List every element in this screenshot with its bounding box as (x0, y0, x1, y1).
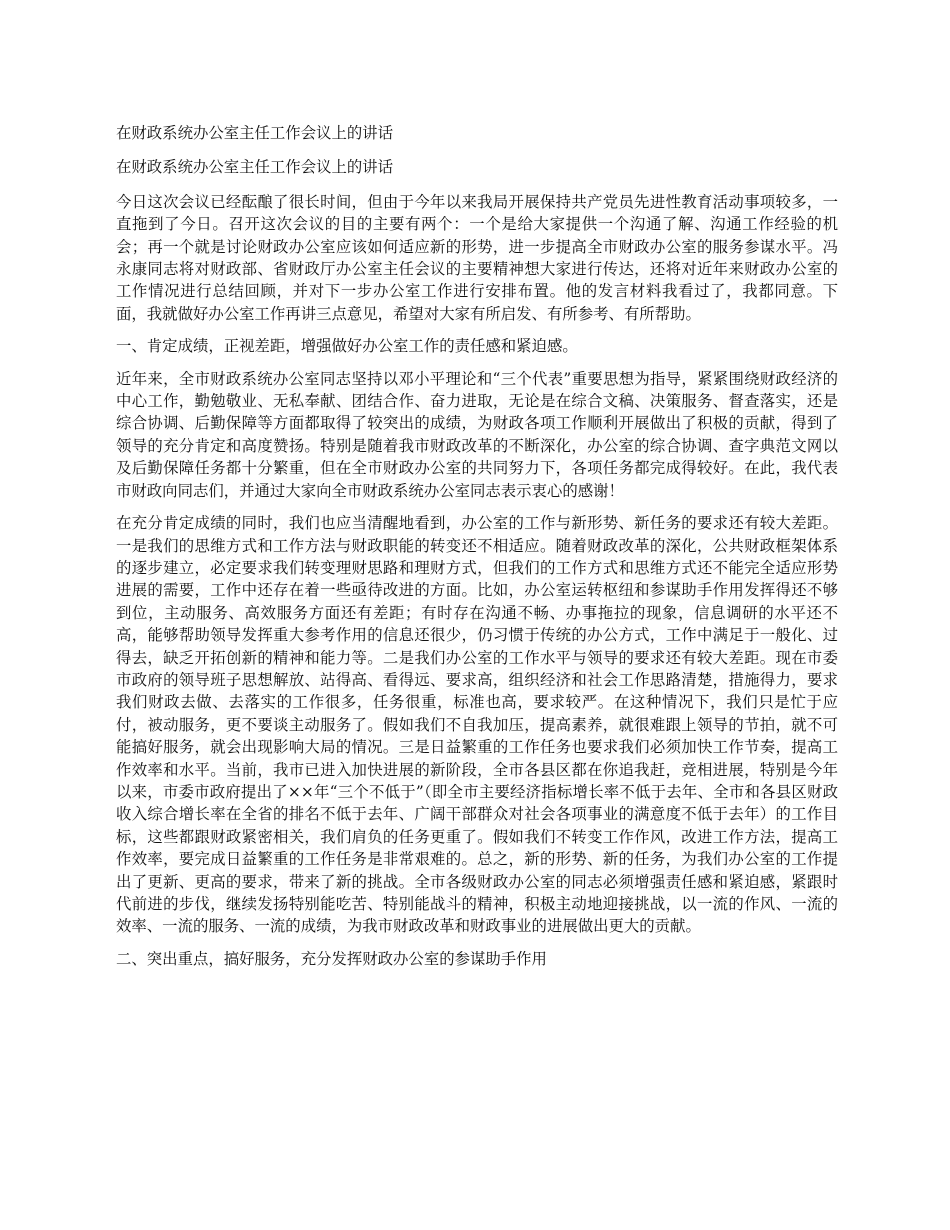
document-title: 在财政系统办公室主任工作会议上的讲话 (116, 124, 394, 142)
paragraph-achievements: 近年来，全市财政系统办公室同志坚持以邓小平理论和“三个代表”重要思想为指导，紧紧围绕财政经济的中心工作，勤勉敬业、无私奉献、团结合作、奋力进取，无论是在综合文稿、决策服务、督查落实，还是综合协调、后勤保障等方面都取得了较突出的成绩，为财政各项工作顺利开展做出了积极的贡献，得到了领导的充分肯定和高度赞扬。特别是随着我市财政改革的不断深化，办公室的综合协调、查字典范文网以及后勤保障任务都十分繁重，但在全市财政办公室的共同努力下，各项任务都完成得较好。在此，我代表市财政向同志们，并通过大家向全市财政系统办公室同志表示衷心的感谢！ (116, 369, 838, 500)
document-page (116, 122, 838, 980)
paragraph-gaps: 在充分肯定成绩的同时，我们也应当清醒地看到，办公室的工作与新形势、新任务的要求还有较大差距。一是我们的思维方式和工作方法与财政职能的转变还不相适应。随着财政改革的深化，公共财政框架体系的逐步建立，必定要求我们转变理财思路和理财方式，但我们的工作方式和思维方式还不能完全适应形势进展的需要，工作中还存在着一些亟待改进的方面。比如，办公室运转枢纽和参谋助手作用发挥得还不够到位，主动服务、高效服务方面还有差距；有时存在沟通不畅、办事拖拉的现象，信息调研的水平还不高，能够帮助领导发挥重大参考作用的信息还很少，仍习惯于传统的办公方式，工作中满足于一般化、过得去，缺乏开拓创新的精神和能力等。二是我们办公室的工作水平与领导的要求还有较大差距。现在市委市政府的领导班子思想解放、站得高、看得远、要求高，组织经济和社会工作思路清楚，措施得力，要求我们财政去做、去落实的工作很多，任务很重，标准也高，要求较严。在这种情况下，我们只是忙于应付，被动服务，更不要谈主动服务了。假如我们不自我加压，提高素养，就很难跟上领导的节拍，就不可能搞好服务，就会出现影响大局的情况。三是日益繁重的工作任务也要求我们必须加快工作节奏，提高工作效率和水平。当前，我市已进入加快进展的新阶段，全市各县区都在你追我赶，竞相进展，特别是今年以来，市委市政府提出了××年“三个不低于”（即全市主要经济指标增长率不低于去年、全市和各县区财政收入综合增长率在全省的排名不低于去年、广阔干部群众对社会各项事业的满意度不低于去年）的工作目标，这些都跟财政紧密相关，我们肩负的任务更重了。假如我们不转变工作作风，改进工作方法，提高工作效率，要完成日益繁重的工作任务是非常艰难的。总之，新的形势、新的任务，为我们办公室的工作提出了更新、更高的要求，带来了新的挑战。全市各级财政办公室的同志必须增强责任感和紧迫感，紧跟时代前进的步伐，继续发扬特别能吃苦、特别能战斗的精神，积极主动地迎接挑战，以一流的作风、一流的效率、一流的服务、一流的成绩，为我市财政改革和财政事业的进展做出更大的贡献。 (116, 514, 838, 936)
paragraph-intro: 今日这次会议已经酝酿了很长时间，但由于今年以来我局开展保持共产党员先进性教育活动事项较多，一直拖到了今日。召开这次会议的目的主要有两个：一个是给大家提供一个沟通了解、沟通工作经验的机会；再一个就是讨论财政办公室应该如何适应新的形势，进一步提高全市财政办公室的服务参谋水平。冯永康同志将对财政部、省财政厅办公室主任会议的主要精神想大家进行传达，还将对近年来财政办公室的工作情况进行总结回顾，并对下一步办公室工作进行安排布置。他的发言材料我看过了，我都同意。下面，我就做好办公室工作再讲三点意见，希望对大家有所启发、有所参考、有所帮助。 (116, 192, 838, 323)
section-heading-2: 二、突出重点，搞好服务，充分发挥财政办公室的参谋助手作用 (116, 949, 547, 968)
section-heading-1: 一、肯定成绩，正视差距，增强做好办公室工作的责任感和紧迫感。 (116, 337, 578, 356)
document-subtitle: 在财政系统办公室主任工作会议上的讲话 (116, 158, 394, 177)
